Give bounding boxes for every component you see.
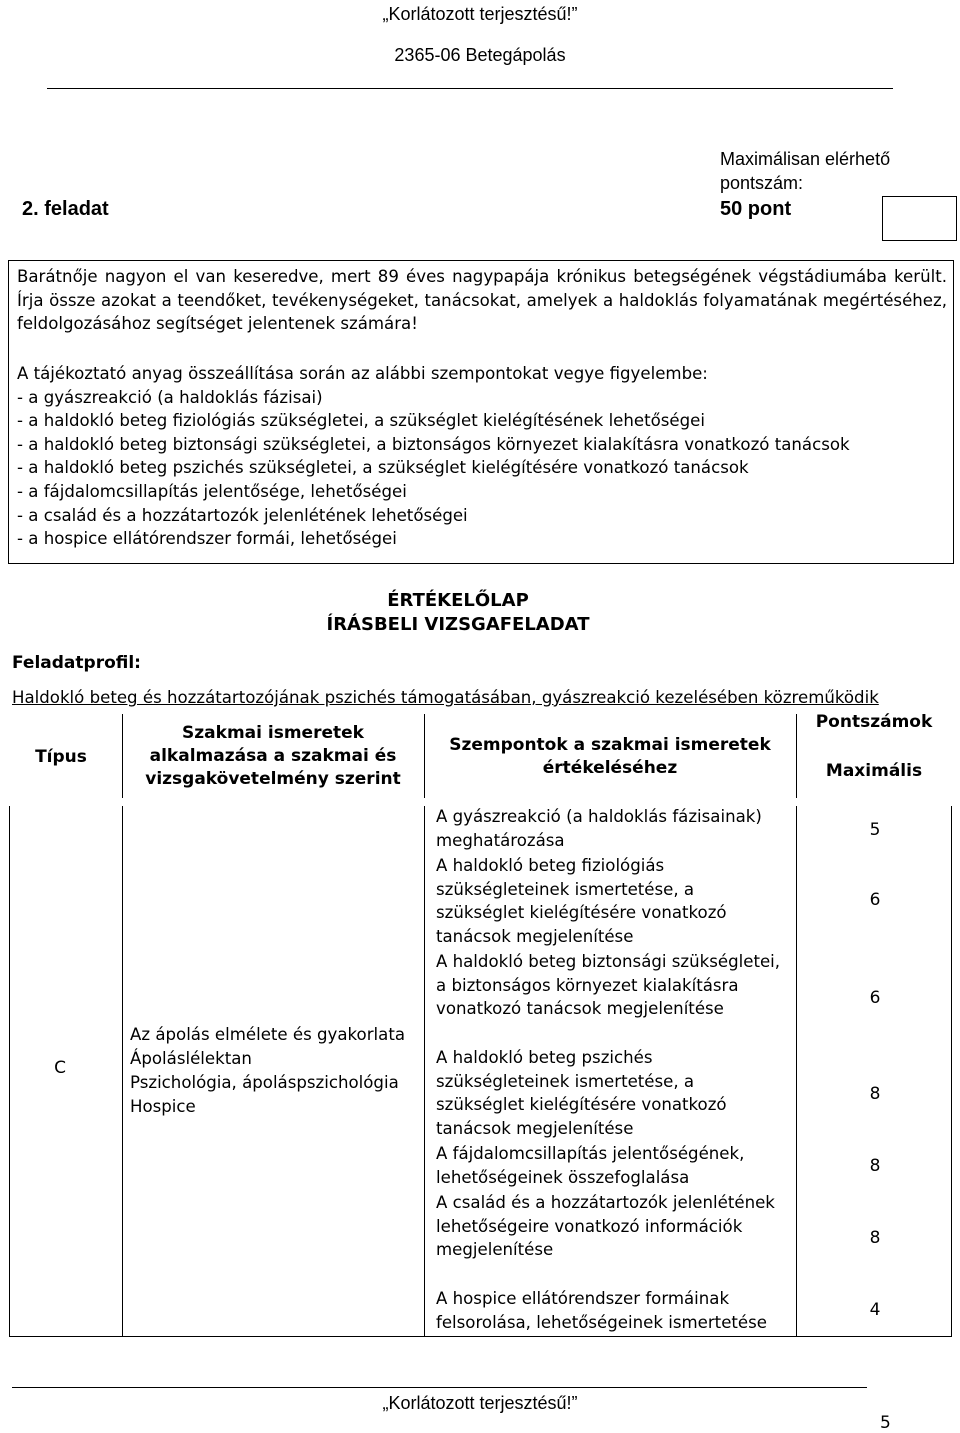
restricted-distribution-footer: „Korlátozott terjesztésű!”: [382, 1393, 578, 1413]
header-max: Maximális: [825, 761, 923, 781]
criterion-text: A hospice ellátórendszer formáinak felsorolása, lehetőségeinek ismertetése: [436, 1289, 767, 1332]
criterion-points: 5: [869, 820, 881, 840]
header-divider: [47, 88, 893, 89]
task-list-item: - a fájdalomcsillapítás jelentősége, lehetőségei: [17, 481, 407, 501]
criterion-text: A haldokló beteg pszichés szükségleteinek ismertetése, a szükséglet kielégítésére vonatkozó tanácsok megjelenítése: [436, 1048, 727, 1138]
subjects-list: [130, 1023, 405, 1119]
criterion-points: 8: [869, 1228, 881, 1248]
page-number: 5: [880, 1413, 891, 1433]
task-profile-text: Haldokló beteg és hozzátartozójának pszichés támogatásában, gyászreakció kezelésében közreműködik: [12, 688, 879, 707]
criterion-points: 6: [869, 890, 881, 910]
task-list-item: - a hospice ellátórendszer formái, lehetőségei: [17, 529, 397, 549]
task-list-item: - a haldokló beteg fiziológiás szükségletei, a szükséglet kielégítésének lehetőségei: [17, 411, 705, 431]
table-header-divider: [424, 714, 425, 798]
evaluation-sheet-title: ÉRTÉKELŐLAP: [387, 590, 529, 611]
footer-divider: [12, 1387, 867, 1388]
table-border: [796, 806, 797, 1336]
task-intro-text: Barátnője nagyon el van keseredve, mert 89 éves nagypapája krónikus betegségének végstádiumába került. Írja össze azokat a teendőket, tevékenységeket, tanácsokat, amelyek a haldoklás folyamatának megértéséhez, feldolgozásához segítséget jelentenek számára!: [17, 267, 947, 334]
written-exam-title: ÍRÁSBELI VIZSGAFELADAT: [326, 614, 590, 635]
criterion-text: A gyászreakció (a haldoklás fázisainak) meghatározása: [436, 807, 762, 850]
criterion-points: 6: [869, 988, 881, 1008]
header-criteria: Szempontok a szakmai ismeretek értékeléséhez: [449, 735, 771, 778]
criterion-points: 8: [869, 1156, 881, 1176]
table-border: [122, 806, 123, 1336]
header-knowledge: Szakmai ismeretek alkalmazása a szakmai és vizsgakövetelmény szerint: [145, 723, 401, 789]
task-list-item: - a haldokló beteg pszichés szükségletei, a szükséglet kielégítésére vonatkozó tanácsok: [17, 458, 749, 478]
task-description-box: [8, 260, 954, 564]
criterion-points: 4: [869, 1300, 881, 1320]
table-header-divider: [796, 714, 797, 798]
task-profile-label: Feladatprofil:: [12, 653, 141, 673]
task-title: 2. feladat: [22, 198, 109, 220]
task-list-item: - a család és a hozzátartozók jelenlétének lehetőségei: [17, 505, 468, 525]
table-border: [9, 806, 10, 1336]
table-border: [424, 806, 425, 1336]
subject-item: Ápoláslélektan: [130, 1049, 252, 1068]
table-header-divider: [122, 714, 123, 798]
task-list-item: - a haldokló beteg biztonsági szükségletei, a biztonságos környezet kialakításra vonatkozó tanácsok: [17, 434, 850, 454]
restricted-distribution-header: „Korlátozott terjesztésű!”: [382, 4, 578, 24]
document-code-title: 2365-06 Betegápolás: [394, 45, 566, 65]
max-points-label: Maximálisan elérhető pontszám:: [720, 149, 891, 193]
table-border: [951, 806, 952, 1336]
criterion-text: A fájdalomcsillapítás jelentőségének, lehetőségeinek összefoglalása: [436, 1144, 745, 1187]
type-value: C: [54, 1058, 66, 1078]
score-entry-box: [882, 196, 957, 241]
subject-item: Pszichológia, ápoláspszichológia: [130, 1073, 399, 1092]
table-bottom-border: [9, 1336, 952, 1337]
criterion-text: A haldokló beteg biztonsági szükségletei, a biztonságos környezet kialakításra vonatkozó tanácsok megjelenítése: [436, 952, 781, 1019]
header-points: Pontszámok: [815, 712, 933, 732]
criterion-text: A család és a hozzátartozók jelenlétének lehetőségeire vonatkozó információk megjelenítése: [436, 1193, 775, 1260]
header-type: Típus: [35, 747, 87, 767]
subject-item: Az ápolás elmélete és gyakorlata: [130, 1025, 405, 1044]
criterion-points: 8: [869, 1084, 881, 1104]
max-points-value: 50 pont: [720, 198, 792, 220]
task-criteria-list: [17, 362, 947, 551]
task-list-item: - a gyászreakció (a haldoklás fázisai): [17, 387, 323, 407]
task-list-intro: A tájékoztató anyag összeállítása során az alábbi szempontokat vegye figyelembe:: [17, 364, 708, 383]
criterion-text: A haldokló beteg fiziológiás szükségleteinek ismertetése, a szükséglet kielégítésére vonatkozó tanácsok megjelenítése: [436, 856, 727, 946]
subject-item: Hospice: [130, 1097, 196, 1116]
